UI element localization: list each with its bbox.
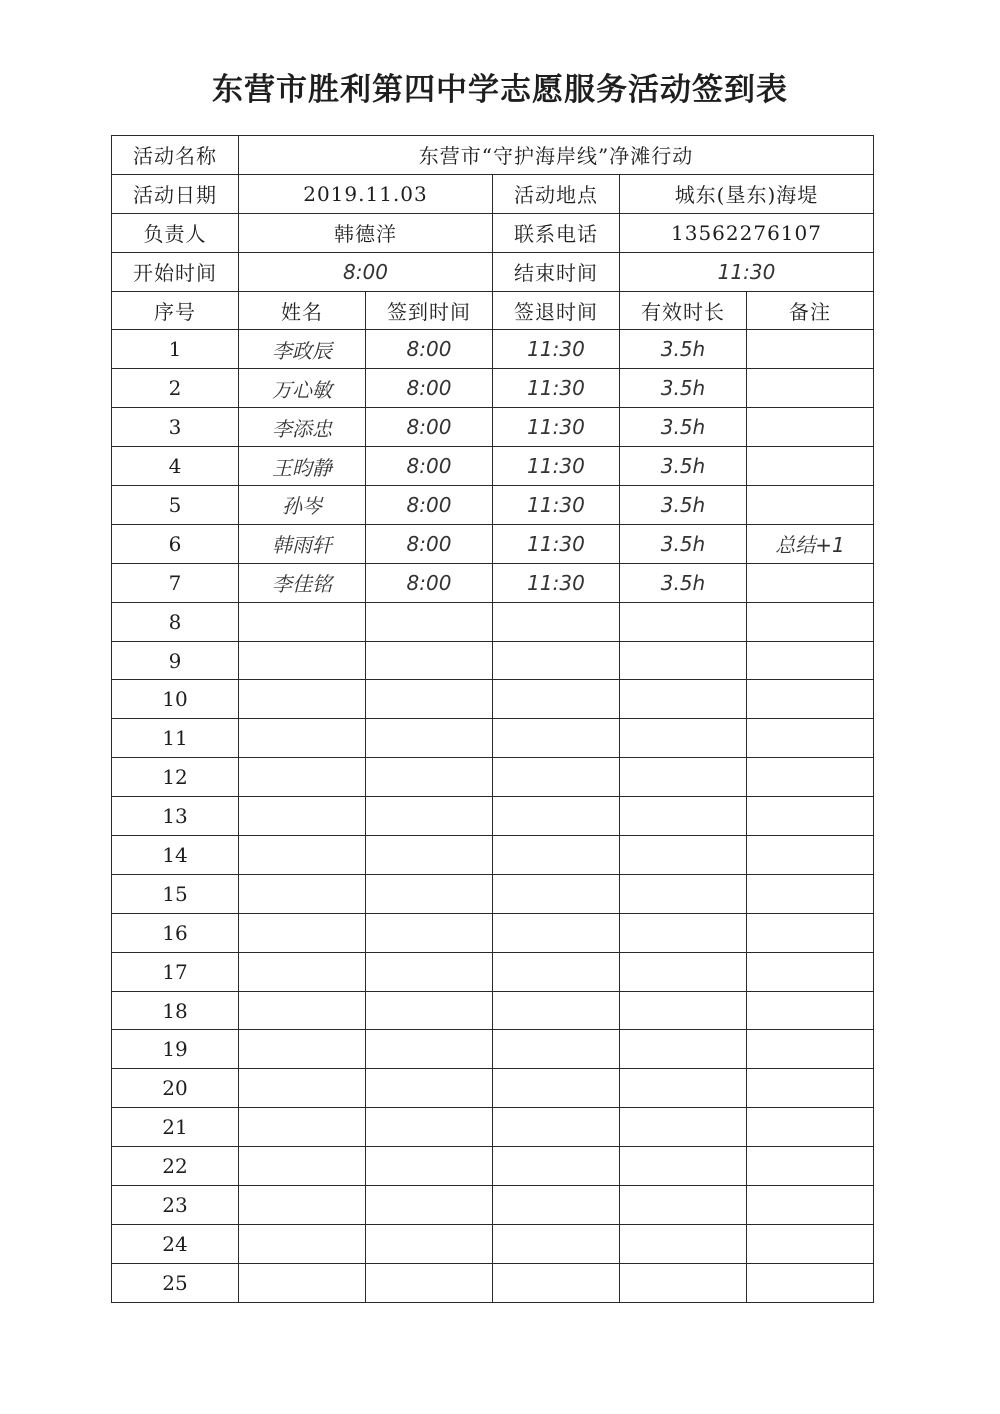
- sign-in-time: 8:00: [366, 408, 493, 447]
- sign-in-time: 8:00: [366, 563, 493, 602]
- remark: [747, 1224, 874, 1263]
- attendee-name: [239, 1069, 366, 1108]
- row-number: 7: [112, 563, 239, 602]
- col-header-hours: 有效时长: [620, 291, 747, 330]
- attendee-name: [239, 602, 366, 641]
- attendee-name: [239, 1147, 366, 1186]
- effective-hours: [620, 758, 747, 797]
- phone-value: 13562276107: [620, 213, 874, 252]
- row-number: 20: [112, 1069, 239, 1108]
- column-header-row: [112, 291, 874, 330]
- row-number: 11: [112, 719, 239, 758]
- sign-in-time: [366, 719, 493, 758]
- sign-in-time: [366, 1186, 493, 1225]
- table-row: [112, 797, 874, 836]
- attendee-name: 李佳铭: [239, 563, 366, 602]
- attendee-name: [239, 952, 366, 991]
- remark: [747, 797, 874, 836]
- remark: [747, 1030, 874, 1069]
- sign-out-time: 11:30: [493, 486, 620, 525]
- table-row: [112, 680, 874, 719]
- col-header-sign-out: 签退时间: [493, 291, 620, 330]
- table-row: [112, 641, 874, 680]
- row-number: 25: [112, 1263, 239, 1302]
- sign-out-time: 11:30: [493, 447, 620, 486]
- sign-out-time: [493, 602, 620, 641]
- attendee-name: [239, 641, 366, 680]
- effective-hours: [620, 602, 747, 641]
- sign-in-time: [366, 952, 493, 991]
- table-row: [112, 1186, 874, 1225]
- attendee-name: [239, 1186, 366, 1225]
- table-row: [112, 1147, 874, 1186]
- row-number: 6: [112, 524, 239, 563]
- sign-out-time: [493, 680, 620, 719]
- row-number: 8: [112, 602, 239, 641]
- sign-out-time: [493, 641, 620, 680]
- effective-hours: 3.5h: [620, 330, 747, 369]
- attendee-name: 万心敏: [239, 369, 366, 408]
- row-number: 1: [112, 330, 239, 369]
- sign-in-time: [366, 1108, 493, 1147]
- col-header-name: 姓名: [239, 291, 366, 330]
- activity-name-row: [112, 136, 874, 175]
- remark: [747, 563, 874, 602]
- phone-label: 联系电话: [493, 213, 620, 252]
- sign-out-time: [493, 952, 620, 991]
- effective-hours: [620, 719, 747, 758]
- attendee-name: [239, 680, 366, 719]
- effective-hours: [620, 1030, 747, 1069]
- table-row: [112, 1108, 874, 1147]
- effective-hours: [620, 1147, 747, 1186]
- table-row: [112, 563, 874, 602]
- table-row: [112, 836, 874, 875]
- table-row: [112, 952, 874, 991]
- table-row: [112, 1030, 874, 1069]
- remark: [747, 369, 874, 408]
- sign-in-time: [366, 913, 493, 952]
- table-row: [112, 447, 874, 486]
- table-row: [112, 486, 874, 525]
- sign-in-time: [366, 836, 493, 875]
- effective-hours: [620, 1263, 747, 1302]
- row-number: 12: [112, 758, 239, 797]
- attendee-name: [239, 836, 366, 875]
- table-row: [112, 1224, 874, 1263]
- attendee-name: [239, 1030, 366, 1069]
- sign-out-time: [493, 991, 620, 1030]
- col-header-no: 序号: [112, 291, 239, 330]
- effective-hours: [620, 1108, 747, 1147]
- attendee-name: [239, 758, 366, 797]
- date-value: 2019.11.03: [239, 174, 493, 213]
- sign-in-time: 8:00: [366, 369, 493, 408]
- sign-in-time: [366, 1224, 493, 1263]
- sign-out-time: [493, 1263, 620, 1302]
- sign-out-time: 11:30: [493, 408, 620, 447]
- table-row: [112, 758, 874, 797]
- sign-out-time: 11:30: [493, 330, 620, 369]
- activity-name-label: 活动名称: [112, 136, 239, 175]
- table-row: [112, 874, 874, 913]
- remark: [747, 991, 874, 1030]
- effective-hours: 3.5h: [620, 486, 747, 525]
- effective-hours: [620, 874, 747, 913]
- leader-label: 负责人: [112, 213, 239, 252]
- effective-hours: [620, 991, 747, 1030]
- sign-in-time: [366, 991, 493, 1030]
- table-row: [112, 1263, 874, 1302]
- attendee-name: 王昀静: [239, 447, 366, 486]
- effective-hours: 3.5h: [620, 369, 747, 408]
- table-row: [112, 330, 874, 369]
- col-header-sign-in: 签到时间: [366, 291, 493, 330]
- sign-in-time: [366, 758, 493, 797]
- remark: 总结+1: [747, 524, 874, 563]
- page-title: 东营市胜利第四中学志愿服务活动签到表: [212, 72, 788, 108]
- sign-in-time: [366, 1263, 493, 1302]
- remark: [747, 680, 874, 719]
- sign-in-time: [366, 641, 493, 680]
- remark: [747, 836, 874, 875]
- start-label: 开始时间: [112, 252, 239, 291]
- row-number: 13: [112, 797, 239, 836]
- attendee-name: [239, 1224, 366, 1263]
- row-number: 15: [112, 874, 239, 913]
- attendee-name: [239, 1108, 366, 1147]
- remark: [747, 1069, 874, 1108]
- sign-in-time: 8:00: [366, 524, 493, 563]
- sign-in-time: 8:00: [366, 330, 493, 369]
- sign-out-time: [493, 1069, 620, 1108]
- attendee-name: [239, 797, 366, 836]
- remark: [747, 408, 874, 447]
- table-row: [112, 719, 874, 758]
- effective-hours: [620, 1186, 747, 1225]
- effective-hours: 3.5h: [620, 408, 747, 447]
- row-number: 10: [112, 680, 239, 719]
- col-header-note: 备注: [747, 291, 874, 330]
- time-row: [112, 252, 874, 291]
- sign-in-time: [366, 874, 493, 913]
- effective-hours: [620, 1224, 747, 1263]
- table-row: [112, 524, 874, 563]
- sign-out-time: [493, 797, 620, 836]
- row-number: 23: [112, 1186, 239, 1225]
- sign-in-time: [366, 680, 493, 719]
- effective-hours: [620, 641, 747, 680]
- sign-out-time: 11:30: [493, 524, 620, 563]
- sign-out-time: [493, 1147, 620, 1186]
- row-number: 19: [112, 1030, 239, 1069]
- row-number: 24: [112, 1224, 239, 1263]
- table-row: [112, 913, 874, 952]
- activity-name-value: 东营市“守护海岸线”净滩行动: [239, 136, 874, 175]
- row-number: 3: [112, 408, 239, 447]
- remark: [747, 952, 874, 991]
- sign-out-time: [493, 913, 620, 952]
- effective-hours: [620, 797, 747, 836]
- table-row: [112, 991, 874, 1030]
- row-number: 18: [112, 991, 239, 1030]
- effective-hours: [620, 952, 747, 991]
- sign-in-time: [366, 1030, 493, 1069]
- remark: [747, 486, 874, 525]
- effective-hours: [620, 680, 747, 719]
- effective-hours: 3.5h: [620, 563, 747, 602]
- leader-phone-row: [112, 213, 874, 252]
- effective-hours: 3.5h: [620, 524, 747, 563]
- sign-in-time: [366, 602, 493, 641]
- attendee-name: 孙岑: [239, 486, 366, 525]
- row-number: 21: [112, 1108, 239, 1147]
- end-label: 结束时间: [493, 252, 620, 291]
- row-number: 14: [112, 836, 239, 875]
- attendee-name: 李政辰: [239, 330, 366, 369]
- remark: [747, 1147, 874, 1186]
- row-number: 17: [112, 952, 239, 991]
- attendee-name: [239, 913, 366, 952]
- effective-hours: [620, 1069, 747, 1108]
- table-row: [112, 1069, 874, 1108]
- remark: [747, 1263, 874, 1302]
- attendee-name: [239, 1263, 366, 1302]
- sign-in-time: [366, 797, 493, 836]
- sign-in-table: [111, 135, 874, 1303]
- sign-out-time: [493, 1186, 620, 1225]
- effective-hours: 3.5h: [620, 447, 747, 486]
- sign-in-time: 8:00: [366, 447, 493, 486]
- sign-out-time: [493, 719, 620, 758]
- table-row: [112, 408, 874, 447]
- table-row: [112, 602, 874, 641]
- remark: [747, 1108, 874, 1147]
- start-value: 8:00: [239, 252, 493, 291]
- sign-out-time: [493, 1108, 620, 1147]
- leader-value: 韩德洋: [239, 213, 493, 252]
- date-location-row: [112, 174, 874, 213]
- sign-out-time: [493, 874, 620, 913]
- sign-in-time: [366, 1069, 493, 1108]
- row-number: 22: [112, 1147, 239, 1186]
- remark: [747, 641, 874, 680]
- end-value: 11:30: [620, 252, 874, 291]
- remark: [747, 447, 874, 486]
- sign-out-time: [493, 836, 620, 875]
- location-value: 城东(垦东)海堤: [620, 174, 874, 213]
- row-number: 4: [112, 447, 239, 486]
- location-label: 活动地点: [493, 174, 620, 213]
- sign-out-time: [493, 1224, 620, 1263]
- remark: [747, 1186, 874, 1225]
- attendee-name: 李添忠: [239, 408, 366, 447]
- table-row: [112, 369, 874, 408]
- row-number: 16: [112, 913, 239, 952]
- attendee-name: [239, 874, 366, 913]
- remark: [747, 719, 874, 758]
- sign-in-time: 8:00: [366, 486, 493, 525]
- date-label: 活动日期: [112, 174, 239, 213]
- remark: [747, 330, 874, 369]
- remark: [747, 913, 874, 952]
- sign-out-time: [493, 1030, 620, 1069]
- sign-out-time: [493, 758, 620, 797]
- remark: [747, 874, 874, 913]
- attendee-name: [239, 719, 366, 758]
- row-number: 2: [112, 369, 239, 408]
- sign-out-time: 11:30: [493, 369, 620, 408]
- attendee-name: [239, 991, 366, 1030]
- attendee-name: 韩雨轩: [239, 524, 366, 563]
- remark: [747, 758, 874, 797]
- sign-in-time: [366, 1147, 493, 1186]
- row-number: 5: [112, 486, 239, 525]
- row-number: 9: [112, 641, 239, 680]
- remark: [747, 602, 874, 641]
- sign-out-time: 11:30: [493, 563, 620, 602]
- effective-hours: [620, 836, 747, 875]
- effective-hours: [620, 913, 747, 952]
